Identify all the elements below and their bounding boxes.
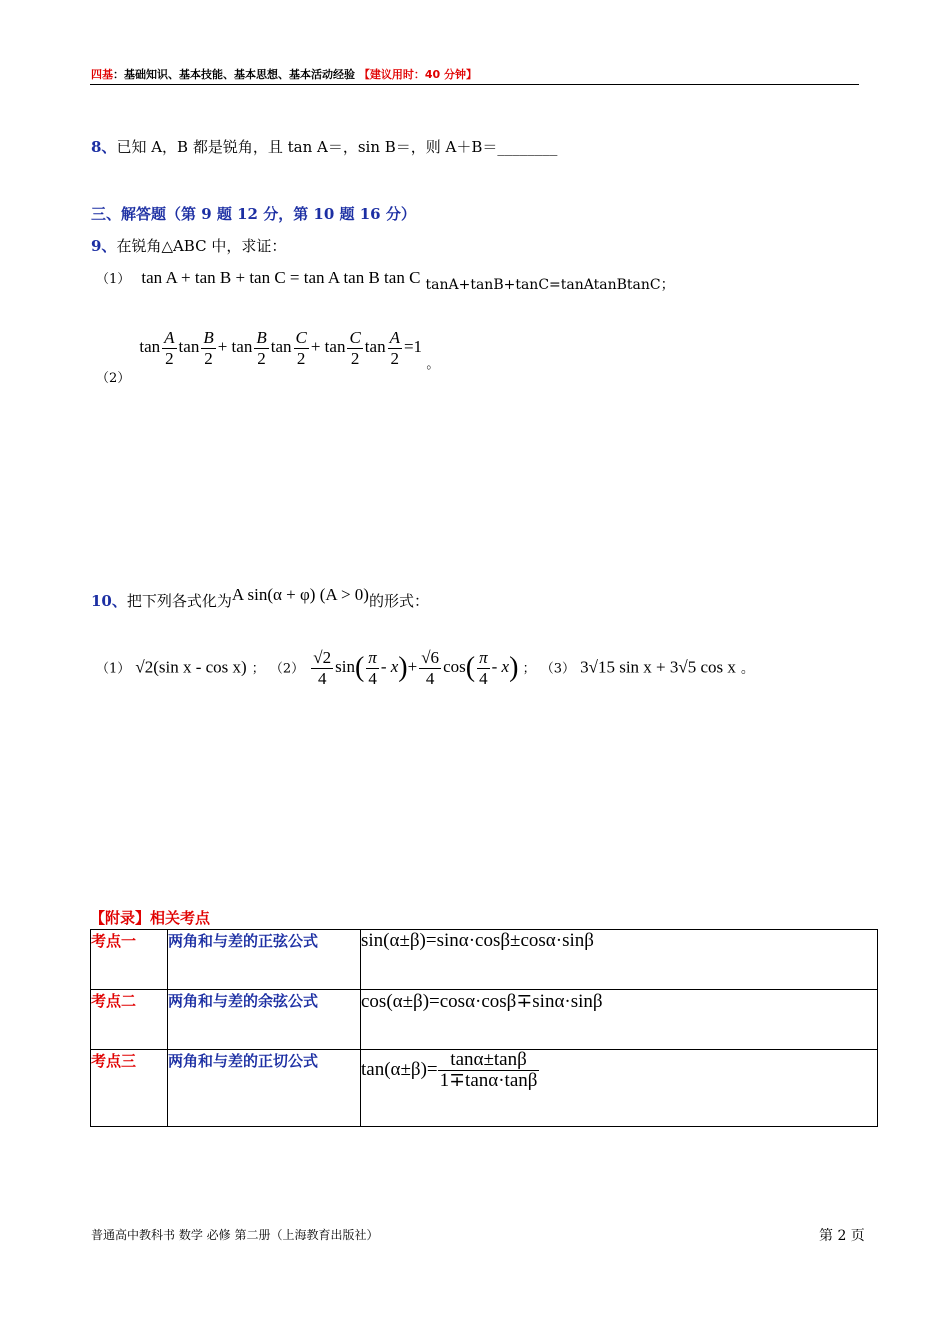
key-cell: 考点一 [91, 930, 168, 990]
section-title: 三、解答题（第 9 题 12 分，第 10 题 16 分） [91, 205, 416, 223]
table-row [91, 990, 878, 1050]
part-end: 。 [740, 661, 754, 677]
q10-parts [96, 648, 754, 689]
appendix-table [90, 929, 878, 1127]
formula-numerator: tanα±tanβ [438, 1050, 540, 1071]
formula-cell: cos(α±β)=cosα·cosβ∓sinα·sinβ [361, 990, 878, 1050]
name-cell: 两角和与差的正切公式 [168, 1050, 361, 1127]
question-10 [91, 585, 429, 611]
formula: tan $\frac{A}{2}$ tan $\frac{B}{2}$ + tan $\frac{B}{2}$ tan $\frac{C}{2}$ + tan $\frac{C}{2}$ tan $\frac{A}{2}$ =1 [139, 328, 427, 368]
page-header [91, 66, 477, 82]
table-row [91, 930, 878, 990]
part-label: （2） [96, 371, 131, 387]
part-end: 。 [426, 357, 440, 373]
formula-cell [361, 1050, 878, 1127]
formula: tan A + tan B + tan C = tan A tan B tan C [141, 268, 421, 287]
formula-denominator: 1∓tanα·tanβ [439, 1070, 538, 1091]
key-cell: 考点三 [91, 1050, 168, 1127]
question-text: 已知 A，B 都是锐角，且 tan A＝，sin B＝，则 A＋B＝________ [116, 138, 558, 156]
question-text-after: 的形式： [368, 592, 429, 610]
formula: A sin(α + φ) (A > 0) [231, 585, 369, 604]
page-number: 第 2 页 [819, 1228, 865, 1244]
q9-part-2 [96, 328, 440, 387]
header-text: ：基础知识、基本技能、基本思想、基本活动经验 [113, 68, 355, 81]
question-number: 9、 [91, 237, 117, 255]
question-text: 把下列各式化为 [126, 592, 232, 610]
formula: 3√15 sin x + 3√5 cos x [580, 657, 736, 677]
header-divider [90, 84, 859, 85]
name-cell: 两角和与差的正弦公式 [168, 930, 361, 990]
question-8 [91, 136, 557, 157]
header-time: 【建议用时：40 分钟】 [358, 68, 477, 81]
formula: √2(sin x - cos x) [135, 657, 247, 677]
table-row [91, 1050, 878, 1127]
question-9 [91, 235, 286, 256]
separator: ； [522, 661, 536, 677]
part-label: （1） [96, 661, 131, 677]
question-number: 10、 [91, 592, 127, 610]
header-prefix: 四基 [91, 68, 113, 81]
question-text: 在锐角△ABC 中，求证： [116, 237, 287, 255]
q9-part-1 [96, 268, 675, 293]
formula-cell: sin(α±β)=sinα·cosβ±cosα·sinβ [361, 930, 878, 990]
part-label: （3） [540, 661, 576, 677]
formula: $\frac{√2}{4}$ sin( $\frac{\pi}{4}$ - x)+ $\frac{√6}{4}$ cos( $\frac{\pi}{4}$ - x) [313, 648, 519, 688]
question-number: 8、 [91, 138, 117, 156]
part-label: （2） [269, 661, 305, 677]
part-label: （1） [96, 272, 131, 287]
key-cell: 考点二 [91, 990, 168, 1050]
footer-left: 普通高中教科书 数学 必修 第二册（上海教育出版社） [91, 1228, 379, 1242]
formula-text: tanA+tanB+tanC=tanAtanBtanC； [425, 277, 675, 293]
separator: ； [251, 661, 265, 677]
appendix-title: 【附录】相关考点 [90, 909, 211, 927]
name-cell: 两角和与差的余弦公式 [168, 990, 361, 1050]
formula-lhs: tan(α±β)= [361, 1058, 438, 1080]
